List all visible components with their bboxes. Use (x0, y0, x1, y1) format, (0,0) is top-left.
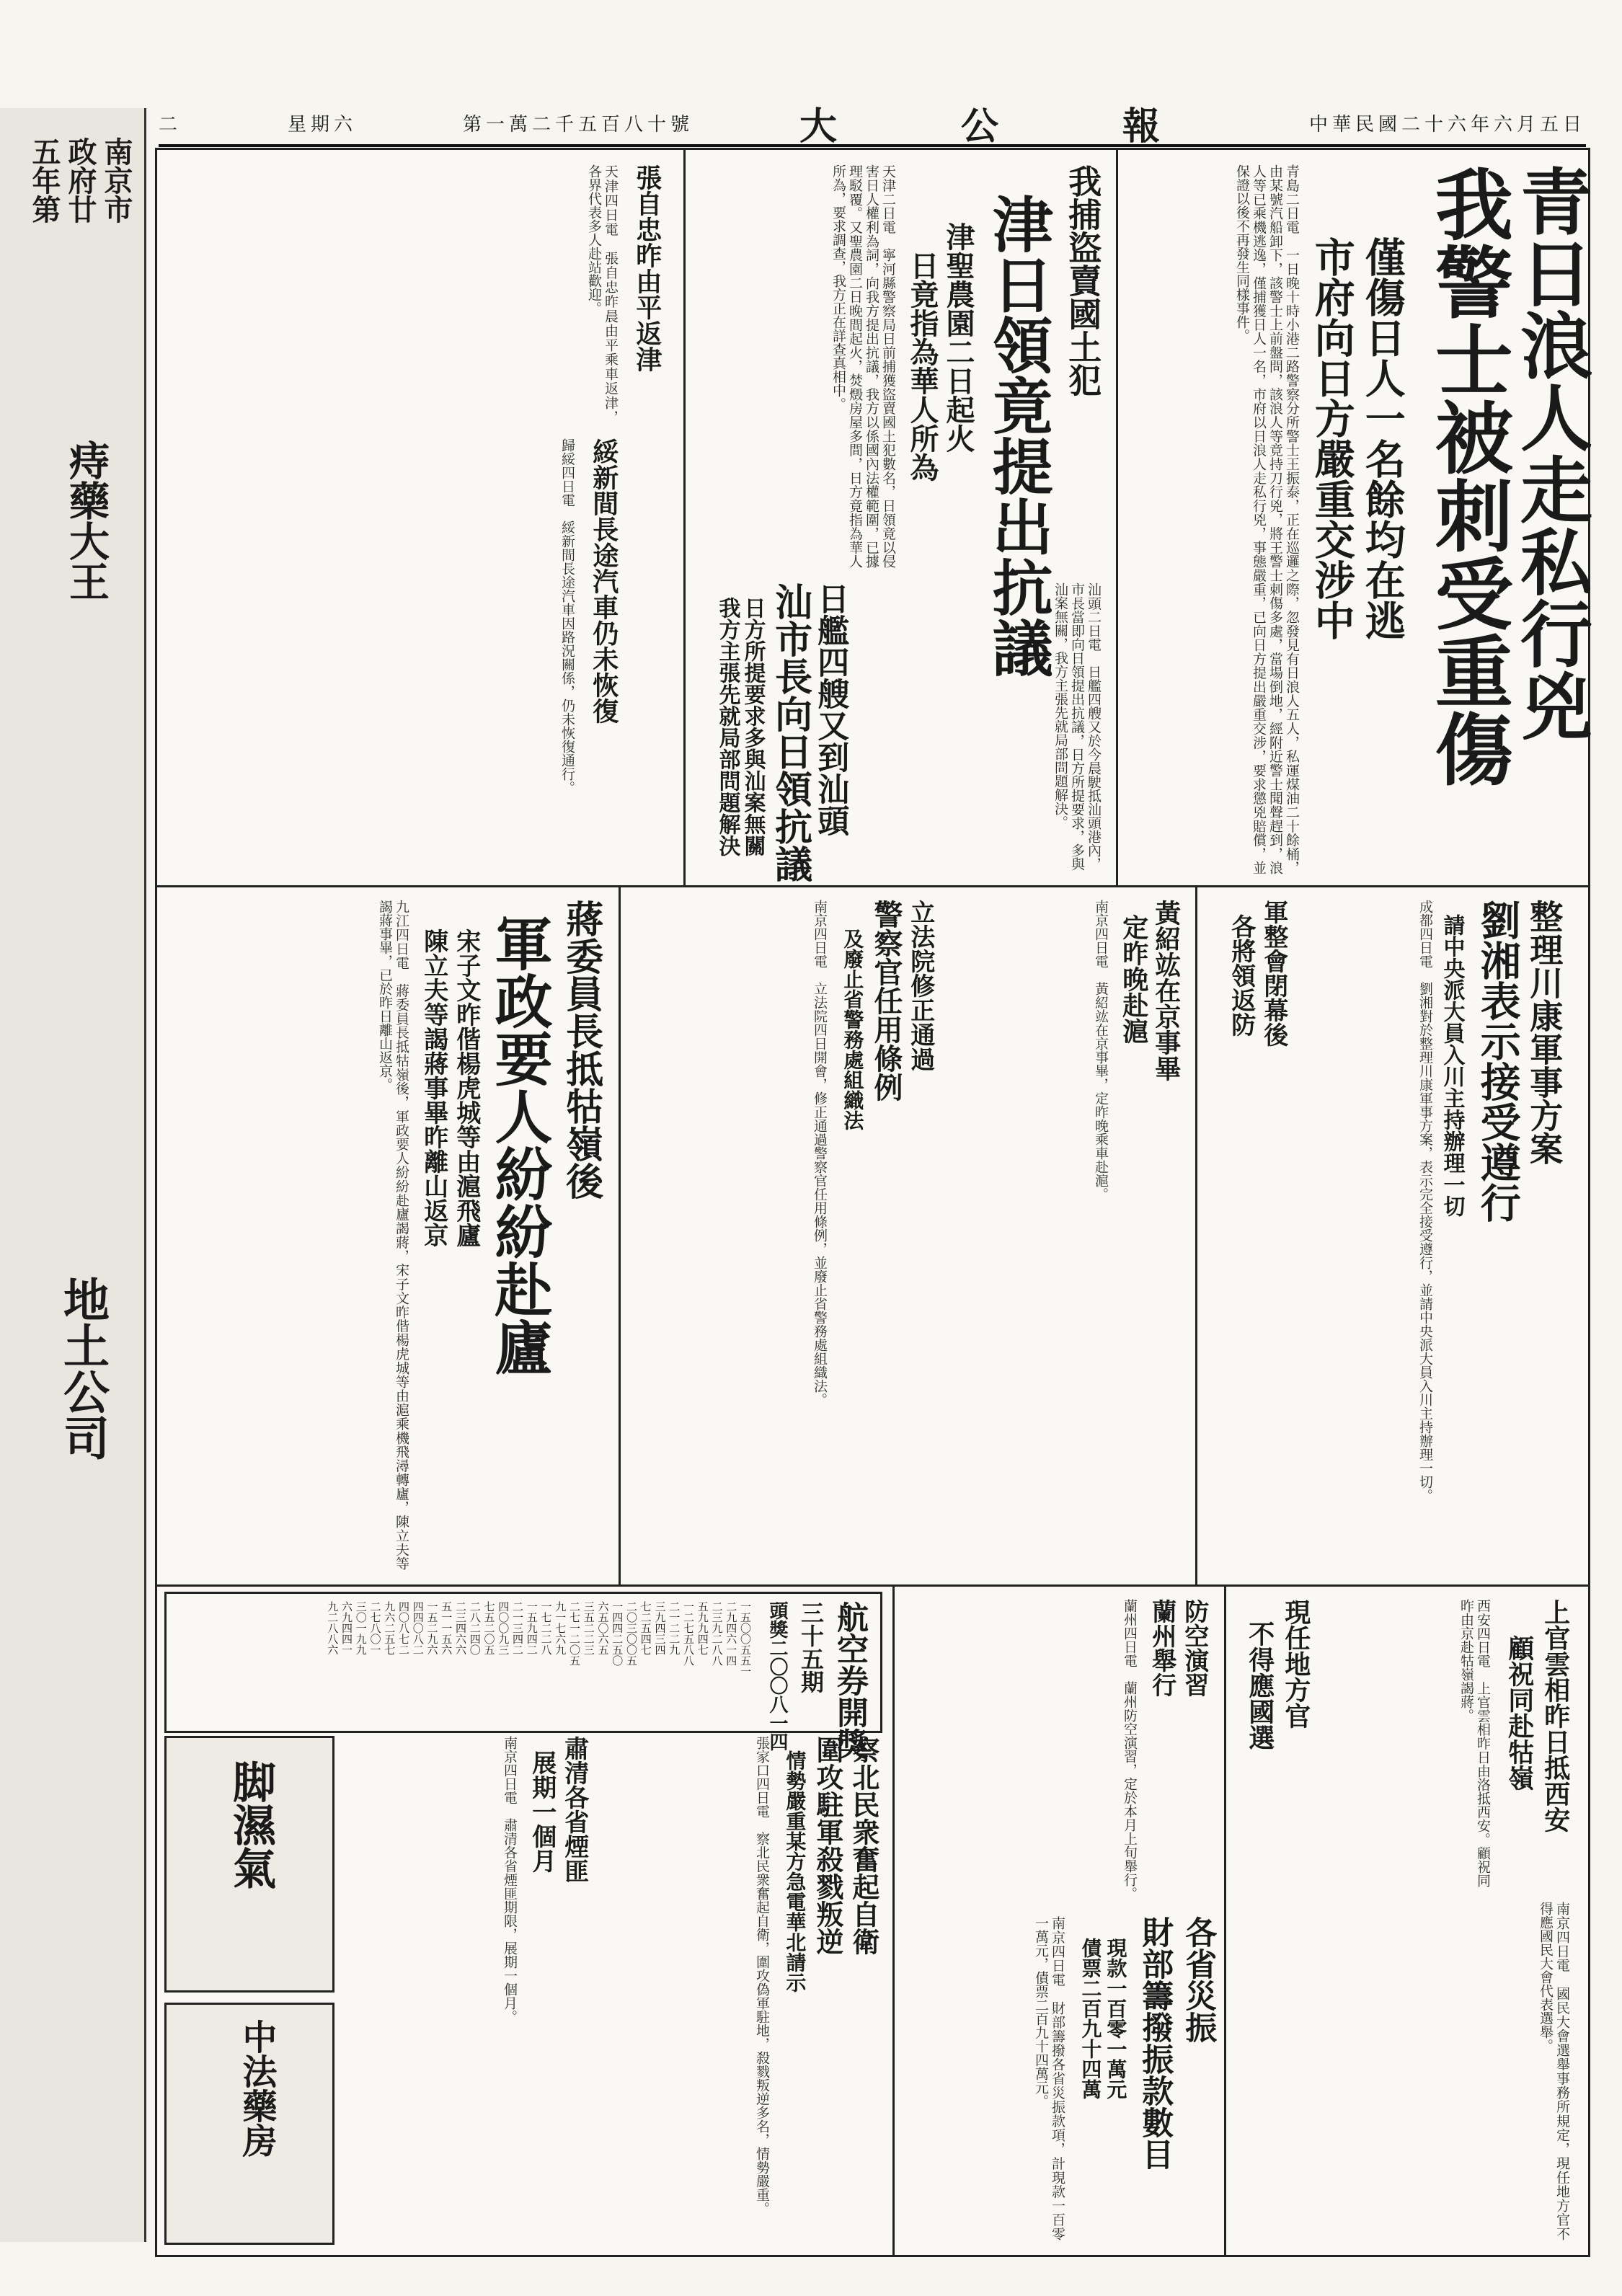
sichuan-headline-1: 整理川康軍事方案 (1525, 900, 1564, 1165)
airdefense-headline-1: 防空演習 (1179, 1599, 1209, 1697)
suiyuan-headline: 綏新間長途汽車仍未恢復 (588, 438, 619, 724)
relief-sub-2: 債票二百九十四萬 (1078, 1938, 1103, 2099)
lottery-number: 一四四二五〇 (611, 1601, 624, 1666)
qingdao-headline-2: 我警士被刺受重傷 (1422, 164, 1513, 787)
lottery-number: 二〇三〇〇五 (625, 1601, 638, 1666)
relief-sub-1: 現款一百零一萬元 (1104, 1938, 1128, 2099)
divider-row-1 (157, 885, 1588, 887)
lottery-number: 二八二四〇 (468, 1601, 482, 1655)
tianjin-headline-1: 我捕盜賣國土犯 (1063, 164, 1103, 396)
lottery-number: 二一二二九 (668, 1601, 681, 1655)
lottery-title: 航空券開獎 (831, 1601, 868, 1760)
lottery-number: 一七二二八 (539, 1601, 553, 1655)
lottery-number: 二一三四二 (511, 1601, 524, 1655)
lottery-period: 三十五期 (797, 1601, 825, 1693)
shantou-sub-1: 日方所提要求多與汕案無關 (740, 597, 766, 856)
lottery-number: 二三四六六 (454, 1601, 467, 1655)
election-headline-1: 現任地方官 (1280, 1599, 1311, 1729)
masthead (159, 101, 1586, 147)
gu-headline-1: 上官雲相昨日抵西安 (1540, 1599, 1571, 1832)
divider-row-2 (157, 1584, 1588, 1587)
election-body: 南京四日電 國民大會選舉事務所規定，現任地方官不得應國民大會代表選舉。 (1538, 1902, 1570, 2240)
shantou-sub-2: 我方主張先就局部問題解決 (714, 597, 740, 856)
qingdao-body: 青島二日電 一日晚十時小港二路警察分所警士王振泰，正在巡邏之際，忽發見有日浪人五人，私運煤油二十餘桶，由某號汽船卸下，該警士上前盤問，該浪人等竟持刀行兇，將王警士刺傷多處，當場倒地，經附近警士聞聲趕到，浪人等已乘機逃逸，僅捕獲日人一名，市府以日浪人走私行兇，事態嚴重，已向日方提出嚴重交涉，要求懲兇賠償，並保證以後不再發生同樣事件。 (1234, 164, 1300, 874)
divider-mid-right (1195, 885, 1197, 1584)
airdefense-body: 蘭州四日電 蘭州防空演習，定於本月上旬舉行。 (1122, 1599, 1138, 1900)
lottery-number: 六五〇六五 (596, 1601, 610, 1655)
lottery-number: 六九四四一 (340, 1601, 353, 1655)
divider-mid-left (619, 885, 621, 1584)
suiyuan-body: 歸綏四日電 綏新間長途汽車因路況關係，仍未恢復通行。 (559, 438, 575, 794)
gu-headline-2: 顧祝同赴牯嶺 (1504, 1635, 1535, 1791)
lottery-number: 五九九四七 (696, 1601, 709, 1655)
page-number: 二 (159, 113, 182, 136)
chahar-sub: 情勢嚴重某方急電華北請示 (783, 1750, 807, 1993)
lottery-number: 一二七五八八 (682, 1601, 695, 1666)
ad-2-text: 中法藥房 (236, 2019, 277, 2158)
chahar-headline-2: 圍攻駐軍殺戮叛逆 (811, 1736, 844, 1955)
ad-1-text: 脚濕氣 (226, 1760, 276, 1889)
police-headline-2: 警察官任用條例 (869, 900, 903, 1102)
strip-ad-2: 地土公司 (56, 1276, 110, 1461)
strip-col-3: 五年第 (27, 137, 61, 223)
main-frame (155, 148, 1593, 2257)
lottery-number: 七五二〇五 (482, 1601, 496, 1655)
police-headline-1: 立法院修正通過 (905, 900, 935, 1071)
chiang-body: 九江四日電 蔣委員長抵牯嶺後，軍政要人紛紛赴廬謁蔣，宋子文昨偕楊虎城等由滬乘機飛潯轉廬，陳立夫等謁蔣事畢，已於昨日離山返京。 (377, 900, 409, 1570)
chiang-sub-1: 宋子文昨偕楊虎城等由滬飛廬 (451, 928, 481, 1247)
qingdao-sub-1: 僅傷日人一名餘均在逃 (1358, 236, 1406, 640)
lottery-numbers (181, 1601, 750, 1724)
chiang-headline-1: 蔣委員長抵牯嶺後 (559, 900, 603, 1200)
airdefense-headline-2: 蘭州舉行 (1147, 1599, 1176, 1697)
chahar-headline-1: 察北民衆奮起自衛 (847, 1736, 880, 1955)
zhang-headline: 張自忠昨由平返津 (631, 164, 662, 372)
lottery-number: 一五九四二 (525, 1601, 539, 1655)
divider-top-right (1116, 150, 1118, 885)
extension-headline-2: 展期一個月 (527, 1750, 557, 1873)
tianjin-body: 天津二日電 寧河縣警察局日前捕獲盜賣國土犯數名，日領竟以侵害日人權利為詞，向我方提出抗議，我方以係國內法權範圍，已據理駁覆。又聖農園二日晚間起火，焚燬房屋多間，日方竟指為華人所為，要求調查，我方正在詳查真相中。 (830, 164, 896, 568)
lottery-number: 九二八八六 (326, 1601, 340, 1655)
huang-body: 南京四日電 黃紹竑在京事畢，定昨晚乘車赴滬。 (1093, 900, 1109, 1201)
chiang-sub-2: 陳立夫等謁蔣事畢昨離山返京 (419, 928, 448, 1247)
relief-headline-2: 財部籌撥振款數目 (1136, 1916, 1174, 2170)
ad-box-1 (164, 1736, 334, 1993)
lottery-number: 三五二二三 (582, 1601, 595, 1655)
qingdao-headline-1: 青日浪人走私行兇 (1508, 164, 1593, 741)
issue-date: 中華民國二十六年六月五日 (1308, 113, 1586, 136)
paper-name: 大 公 報 (799, 104, 1203, 149)
edition-day: 星期六 (287, 113, 357, 136)
chiang-headline-2: 軍政要人紛紛赴廬 (485, 914, 553, 1375)
huang-headline-1: 黃紹竑在京事畢 (1151, 900, 1182, 1081)
shantou-headline-2: 汕市長向日領抗議 (768, 582, 812, 882)
lottery-number: 三〇一九九 (354, 1601, 368, 1655)
lottery-box (164, 1592, 882, 1760)
conference-headline-2: 各將領返防 (1226, 914, 1256, 1037)
lottery-number: 九六二五七 (383, 1601, 396, 1655)
huang-headline-2: 定昨晚赴滬 (1118, 914, 1149, 1044)
extension-headline-1: 肅清各省煙匪 (559, 1736, 589, 1883)
sichuan-headline-2: 劉湘表示接受遵行 (1473, 900, 1522, 1223)
conference-headline-1: 軍整會閉幕後 (1259, 900, 1288, 1047)
lottery-head-prize: 頭獎二〇〇八一四 (766, 1601, 788, 1751)
sichuan-sub: 請中央派大員入川主持辦理一切 (1439, 914, 1465, 1217)
relief-headline-1: 各省災振 (1179, 1916, 1217, 2043)
shantou-headline-1: 日艦四艘又到汕頭 (812, 582, 849, 836)
lottery-number: 七二五四七 (639, 1601, 652, 1655)
lottery-number: 三九四三四 (653, 1601, 667, 1655)
divider-bottom-mid (892, 1584, 895, 2255)
lottery-number: 一五〇〇五五一 (739, 1601, 752, 1677)
tianjin-sub-2: 日竟指為華人所為 (905, 251, 939, 482)
strip-col-2: 政府廿 (63, 137, 97, 223)
tianjin-headline-2: 津日領竟提出抗議 (983, 193, 1055, 678)
lottery-number: 九一七六九 (554, 1601, 567, 1655)
lottery-number: 四〇〇九三 (497, 1601, 510, 1655)
election-headline-2: 不得應國選 (1244, 1621, 1275, 1750)
gu-body: 西安四日電 上官雲相昨日由洛抵西安。顧祝同昨由京赴牯嶺謁蔣。 (1458, 1599, 1491, 1887)
divider-top-mid (683, 150, 686, 885)
zhang-body: 天津四日電 張自忠昨晨由平乘車返津，各界代表多人赴站歡迎。 (586, 164, 619, 424)
lottery-number: 二三九二八八 (710, 1601, 724, 1666)
police-sub: 及廢止省警務處組織法 (841, 928, 865, 1130)
chahar-body: 張家口四日電 察北民衆奮起自衛，圍攻偽軍駐地，殺戮叛逆多名，情勢嚴重。 (754, 1736, 770, 2215)
lottery-number: 一五二九六 (425, 1601, 439, 1655)
divider-bottom-right (1224, 1584, 1226, 2255)
lottery-number: 五一一五六 (440, 1601, 453, 1655)
lottery-number: 四四〇八二 (411, 1601, 425, 1655)
lottery-number: 四〇八七二 (397, 1601, 410, 1655)
qingdao-sub-2: 市府向日方嚴重交涉中 (1308, 236, 1356, 640)
lottery-number: 二七八〇一 (368, 1601, 382, 1655)
relief-body: 南京四日電 財部籌撥各省災振款項，計現款一百零一萬元，債票二百九十四萬元。 (1033, 1916, 1065, 2240)
issue-number: 第一萬二千五百八十號 (462, 113, 693, 136)
strip-col-1: 南京市 (99, 137, 133, 223)
sichuan-body: 成都四日電 劉湘對於整理川康軍事方案，表示完全接受遵行，並請中央派大員入川主持辦理一切。 (1417, 900, 1433, 1502)
ad-box-2 (164, 2003, 334, 2245)
tianjin-sub-1: 津聖農園二日起火 (941, 222, 975, 453)
adjacent-page-strip (0, 108, 146, 2242)
strip-ad-title: 痔藥大王 (63, 440, 110, 601)
shantou-body: 汕頭二日電 日艦四艘又於今晨駛抵汕頭港內，市長當即向日領提出抗議，日方所提要求，多與汕案無關，我方主張先就局部問題解決。 (1052, 582, 1102, 871)
lottery-number: 二九四六一四 (724, 1601, 738, 1666)
extension-body: 南京四日電 肅清各省煙匪期限，展期一個月。 (502, 1736, 518, 2024)
lottery-number: 二七一二〇五 (568, 1601, 581, 1666)
police-body: 南京四日電 立法院四日開會，修正通過警察官任用條例，並廢止省警務處組織法。 (812, 900, 828, 1406)
